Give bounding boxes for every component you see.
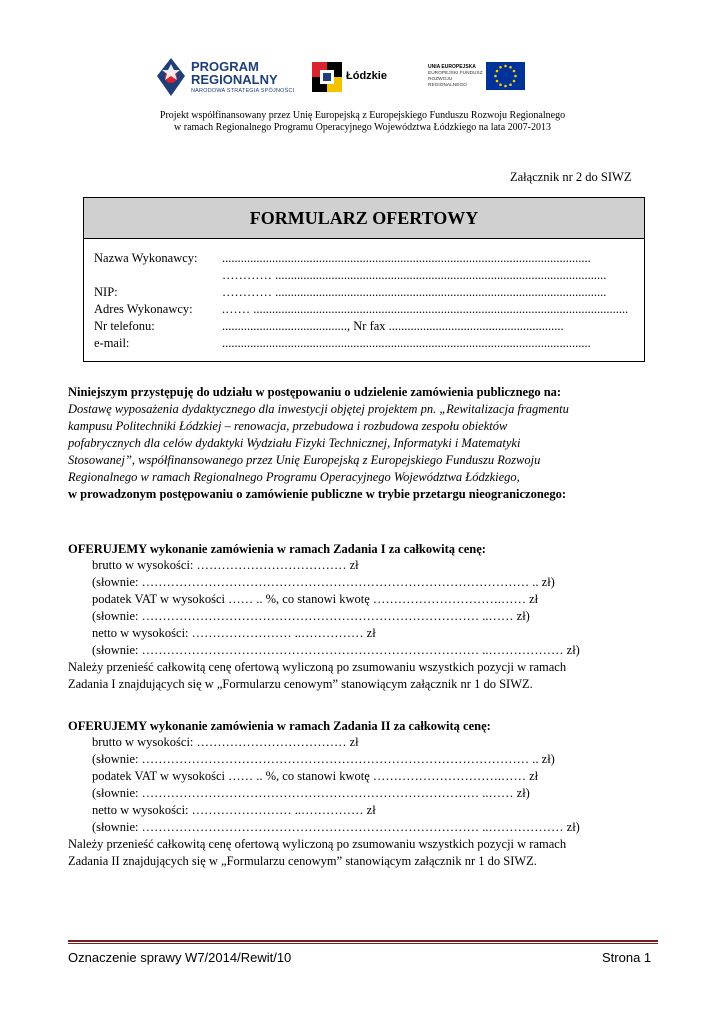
eu-flag-icon — [486, 62, 525, 90]
intro-line-3: pofabrycznych dla celów dydaktyki Wydziału Fizyki Technicznej, Informatyki i Matematyki — [68, 436, 521, 450]
intro-line-1: Dostawę wyposażenia dydaktycznego dla inwestycji objętej projektem pn. „Rewitalizacja fragmentu — [68, 402, 569, 416]
program-regionalny-emblem-icon — [155, 56, 187, 98]
contractor-address-label: Adres Wykonawcy: — [94, 302, 193, 316]
offer-1-note-2: Zadania I znajdujących się w „Formularzu cenowym” stanowiącym załącznik nr 1 do SIWZ. — [68, 677, 533, 691]
eu-logo — [428, 62, 525, 92]
program-regionalny-title: PROGRAM REGIONALNY — [191, 59, 278, 87]
footer-divider-thin — [68, 943, 658, 944]
offer-1-netto-words[interactable]: (słownie: ……………………………………………………………………… ..……………… zł) — [92, 643, 580, 657]
program-regionalny-subtitle: NARODOWA STRATEGIA SPÓJNOŚCI — [191, 88, 295, 94]
offer-1-netto[interactable]: netto w wysokości: …………………… ..…………… zł — [92, 626, 376, 640]
offer-1-heading: OFERUJEMY wykonanie zamówienia w ramach Zadania I za całkowitą cenę: — [68, 542, 486, 556]
offer-task-2 — [68, 718, 658, 878]
offer-form-box — [83, 197, 645, 362]
offer-1-vat[interactable]: podatek VAT w wysokości …… .. %, co stanowi kwotę ………………………….…… zł — [92, 592, 539, 606]
offer-task-1 — [68, 541, 658, 701]
offer-2-netto[interactable]: netto w wysokości: …………………… ..…………… zł — [92, 803, 376, 817]
contractor-address-field[interactable]: .…… ........................................................................................................................ — [222, 302, 629, 316]
offer-2-brutto[interactable]: brutto w wysokości: ……………………………… zł — [92, 735, 359, 749]
eu-logo-text: UNIA EUROPEJSKA EUROPEJSKI FUNDUSZ ROZWOJU REGIONALNEGO — [428, 64, 483, 88]
phone-label: Nr telefonu: — [94, 319, 155, 333]
offer-2-vat-words[interactable]: (słownie: ……………………………………………………………………… ..…… zł) — [92, 786, 530, 800]
email-field[interactable]: ...................................................................................................................... — [222, 336, 591, 350]
lodzkie-logo — [312, 60, 392, 94]
contractor-name-field[interactable]: ...................................................................................................................... — [222, 251, 591, 265]
offer-1-note-1: Należy przenieść całkowitą cenę ofertową wyliczoną po zsumowaniu wszystkich pozycji w ramach — [68, 660, 567, 674]
offer-2-brutto-words[interactable]: (słownie: ………………………………………………………………………………… .. zł) — [92, 752, 555, 766]
offer-1-brutto[interactable]: brutto w wysokości: ……………………………… zł — [92, 558, 359, 572]
offer-1-vat-words[interactable]: (słownie: ……………………………………………………………………… ..…… zł) — [92, 609, 530, 623]
form-title: FORMULARZ OFERTOWY — [84, 198, 644, 239]
offer-2-vat[interactable]: podatek VAT w wysokości …… .. %, co stanowi kwotę ………………………….…… zł — [92, 769, 539, 783]
intro-line-5: Regionalnego w ramach Regionalnego Programu Operacyjnego Województwa Łódzkiego, — [68, 470, 520, 484]
intro-lead: Niniejszym przystępuję do udziału w postępowaniu o udzielenie zamówienia publicznego na: — [68, 385, 562, 399]
contractor-name-label: Nazwa Wykonawcy: — [94, 251, 198, 265]
nip-label: NIP: — [94, 285, 118, 299]
phone-fax-field[interactable]: ........................................, Nr fax ........................................................ — [222, 319, 564, 333]
intro-closing: w prowadzonym postępowaniu o zamówienie publiczne w trybie przetargu nieograniczonego: — [68, 487, 567, 501]
offer-2-heading: OFERUJEMY wykonanie zamówienia w ramach Zadania II za całkowitą cenę: — [68, 719, 491, 733]
lodzkie-emblem-icon — [312, 62, 342, 92]
intro-line-2: kampusu Politechniki Łódzkiej – renowacja, przebudowa i rozbudowa zespołu obiektów — [68, 419, 508, 433]
intro-line-4: Stosowanej”, współfinansowanego przez Unię Europejską z Europejskiego Funduszu Rozwoju — [68, 453, 541, 467]
footer-divider — [68, 940, 658, 942]
program-regionalny-logo — [155, 56, 295, 98]
email-label: e-mail: — [94, 336, 130, 350]
lodzkie-label: Łódzkie — [346, 70, 387, 82]
project-header-line1: Projekt współfinansowany przez Unię Europejską z Europejskiego Funduszu Rozwoju Regionalnego — [159, 110, 566, 121]
nip-field[interactable]: ………… .......................................................................................................... — [222, 285, 607, 299]
page-number: Strona 1 — [602, 950, 652, 965]
contractor-name-field-2[interactable]: ………… .......................................................................................................... — [222, 268, 607, 282]
case-reference: Oznaczenie sprawy W7/2014/Rewit/10 — [68, 950, 292, 965]
attachment-label: Załącznik nr 2 do SIWZ — [510, 170, 632, 184]
project-header-line2: w ramach Regionalnego Programu Operacyjnego Województwa Łódzkiego na lata 2007-2013 — [174, 122, 551, 133]
offer-2-netto-words[interactable]: (słownie: ……………………………………………………………………… ..……………… zł) — [92, 820, 580, 834]
offer-1-brutto-words[interactable]: (słownie: ………………………………………………………………………………… .. zł) — [92, 575, 555, 589]
offer-2-note-2: Zadania II znajdujących się w „Formularzu cenowym” stanowiącym załącznik nr 1 do SIWZ. — [68, 854, 537, 868]
offer-2-note-1: Należy przenieść całkowitą cenę ofertową wyliczoną po zsumowaniu wszystkich pozycji w ramach — [68, 837, 567, 851]
